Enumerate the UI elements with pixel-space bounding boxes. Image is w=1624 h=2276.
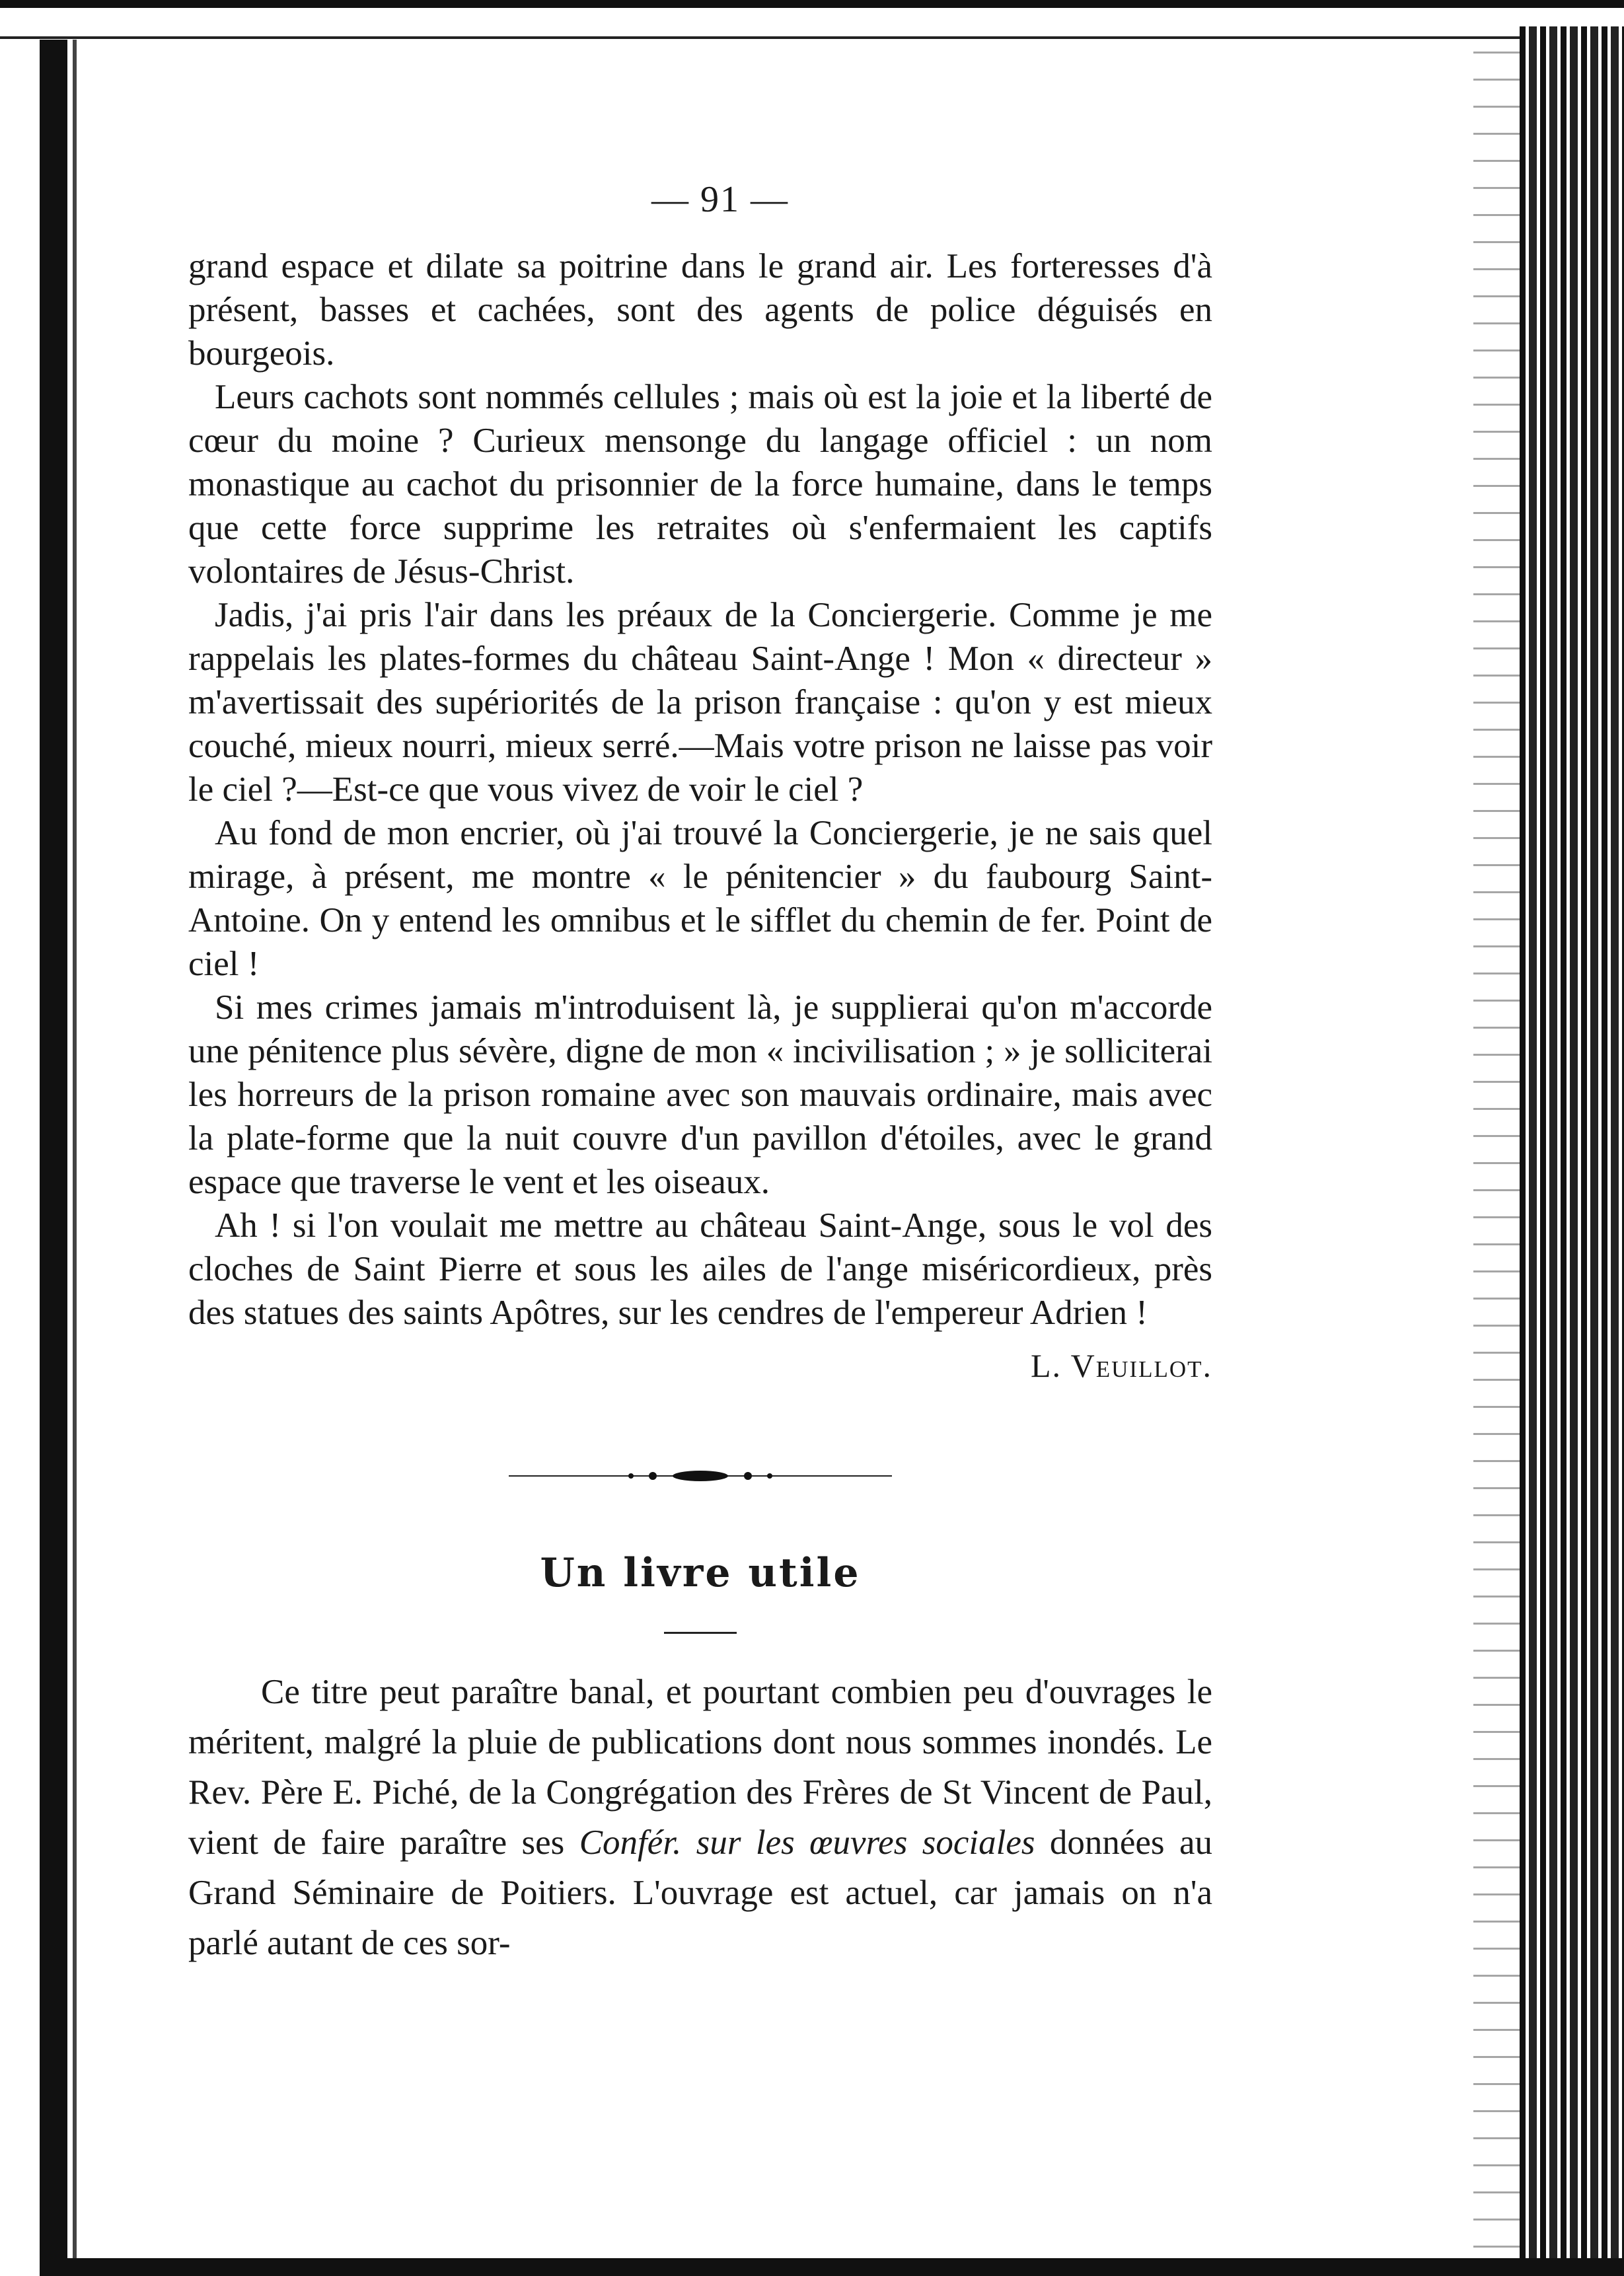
paragraph-text: données au Grand Séminaire de Poitiers. L'ouvrage est actuel, car jamais on n'a parlé autant de ces sor- [188,1823,1212,1962]
scan-border-left [40,40,67,2276]
page-number: — 91 — [651,179,789,220]
article-veuillot [188,244,1212,1385]
section-title: Un livre utile [540,1550,861,1596]
author-signature: L. Veuillot. [1031,1347,1212,1384]
scan-border-top [0,0,1624,8]
paragraph: grand espace et dilate sa poitrine dans le grand air. Les forteresses d'à présent, basses et cachées, sont des agents de police déguisés en bourgeois. [188,247,1212,373]
paragraph: Leurs cachots sont nommés cellules ; mais où est la joie et la liberté de cœur du moine ? Curieux mensonge du langage officiel : un nom monastique au cachot du prisonnier de la force humaine, dans le temps que cette force supprime les retraites où s'enfermaient les captifs volontaires de Jésus-Christ. [188,378,1212,591]
paragraph: Au fond de mon encrier, où j'ai trouvé la Conciergerie, je ne sais quel mirage, à présent, me montre « le pénitencier » du faubourg Saint-Antoine. On y entend les omnibus et le sifflet du chemin de fer. Point de ciel ! [188,814,1212,983]
paragraph: Ah ! si l'on voulait me mettre au château Saint-Ange, sous le vol des cloches de Saint Pierre et sous les ailes de l'ange miséricordieux, près des statues des saints Apôtres, sur les cendres de l'empereur Adrien ! [188,1206,1212,1332]
page-content [188,178,1212,1968]
scan-border-top-line [0,36,1624,39]
scan-border-right [1520,26,1624,2276]
scan-border-right-noise [1473,26,1520,2276]
scan-border-bottom [40,2258,1624,2276]
paragraph: Jadis, j'ai pris l'air dans les préaux de la Conciergerie. Comme je me rappelais les plates-formes du château Saint-Ange ! Mon « directeur » m'avertissait des supériorités de la prison française : qu'on y est mieux couché, mieux nourri, mieux serré.—Mais votre prison ne laisse pas voir le ciel ?—Est-ce que vous vivez de voir le ciel ? [188,596,1212,809]
section-divider-ornament [502,1463,899,1489]
article-livre-utile [188,1550,1212,1968]
paragraph-text: Ce titre peut paraître banal, et pourtant combien peu d'ouvrages le méritent, malgré la pluie de publications dont nous sommes inondés. Le Rev. Père E. Piché, de la Congrégation des Frères de St Vincent de Paul, vient de faire paraître ses [188,1673,1212,1862]
paragraph: Si mes crimes jamais m'introduisent là, je supplierai qu'on m'accorde une pénitence plus sévère, digne de mon « incivilisation ; » je solliciterai les horreurs de la prison romaine avec son mauvais ordinaire, mais avec la plate-forme que la nuit couvre d'un pavillon d'étoiles, avec le grand espace que traverse le vent et les oiseaux. [188,988,1212,1201]
scan-border-left-inner [73,40,77,2276]
paragraph [188,1667,1212,1968]
book-title-italic: Confér. sur les œuvres sociales [579,1823,1035,1862]
title-rule [664,1632,737,1634]
